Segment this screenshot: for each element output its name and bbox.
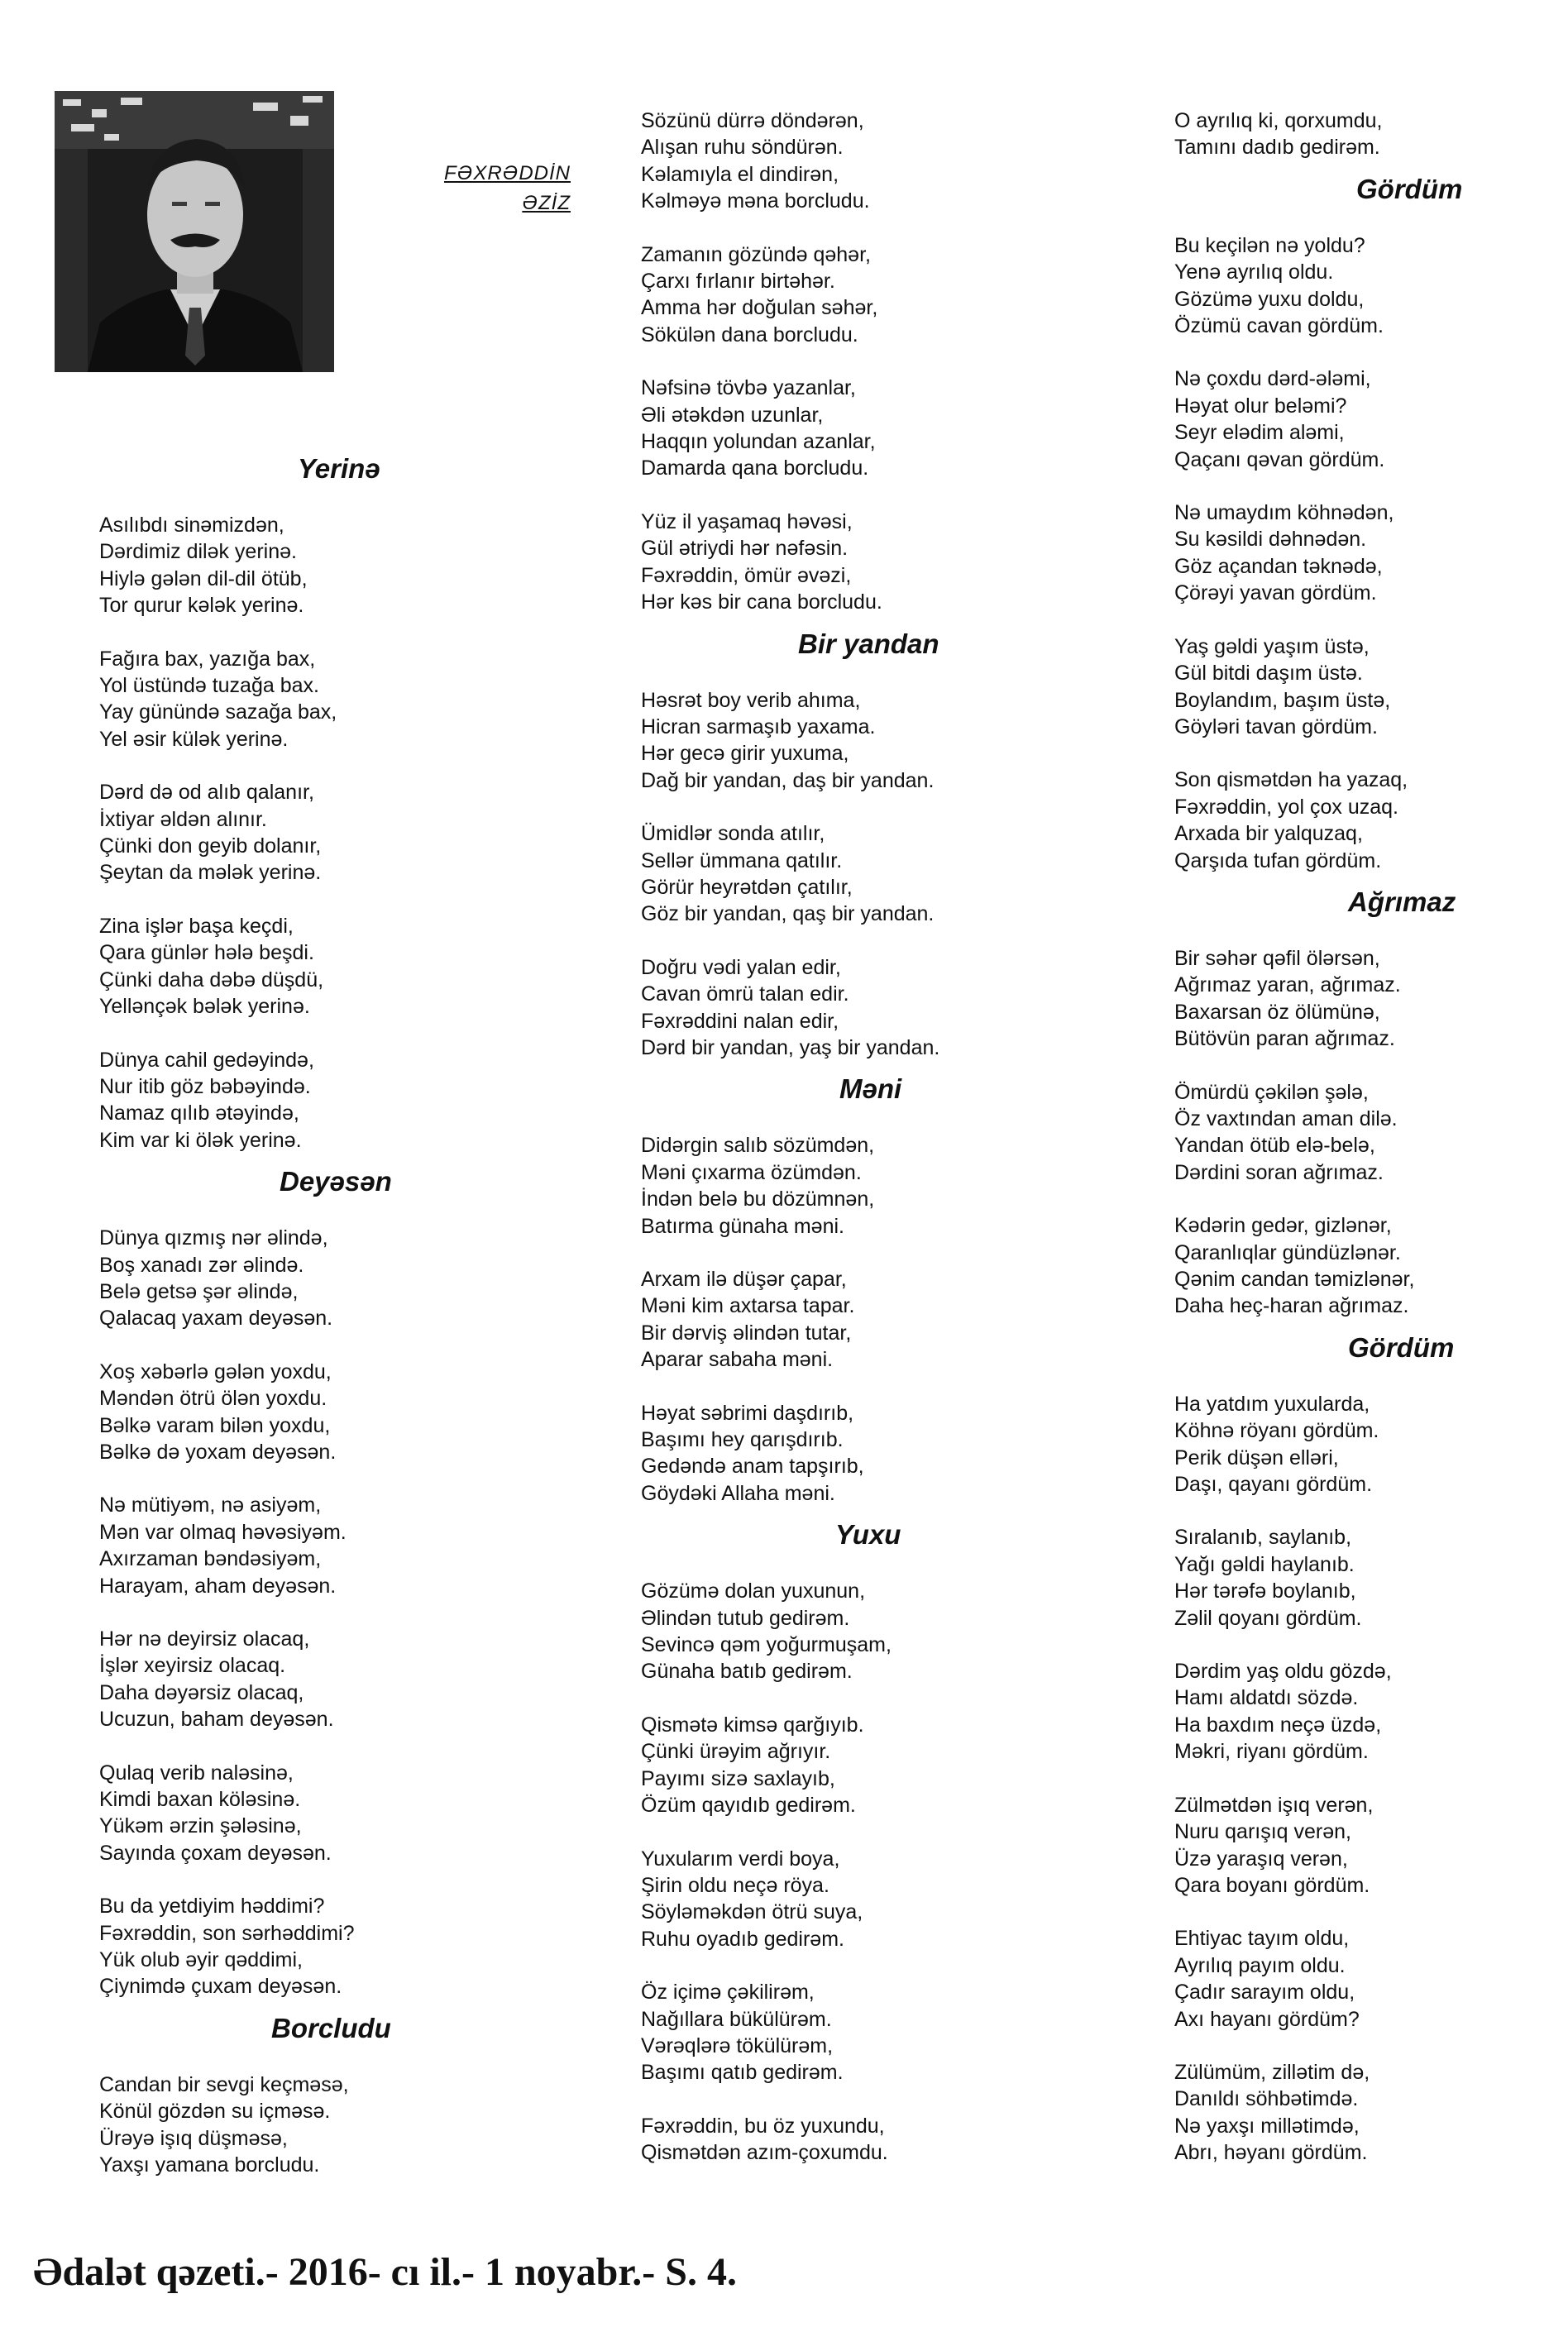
poem-line: Sıralanıb, saylanıb, [1174, 1526, 1352, 1550]
poem-line: Dərd bir yandan, yaş bir yandan. [641, 1035, 940, 1059]
poem-line: Göz açandan təknədə, [1174, 554, 1383, 578]
poem-line: Vərəqlərə tökülürəm, [641, 2033, 834, 2057]
poem-line: Gözümə dolan yuxunun, [641, 1579, 866, 1603]
poem-line: Qismətə kimsə qarğıyıb. [641, 1713, 864, 1737]
poem-line: Yük olub əyir qəddimi, [99, 1948, 303, 1972]
author-name [405, 159, 571, 218]
poem-line: Bir dərviş əlindən tutar, [641, 1321, 852, 1345]
poem-line: Xoş xəbərlə gələn yoxdu, [99, 1360, 332, 1383]
stanza [99, 1359, 579, 1466]
stanza [1174, 366, 1568, 473]
poem-line: Çadır sarayım oldu, [1174, 1981, 1355, 2005]
poem-line: Hər nə deyirsiz olacaq, [99, 1627, 310, 1651]
poem-line: Sevincə qəm yoğurmuşam, [641, 1633, 892, 1657]
poem-line: Yuxularım verdi boya, [641, 1847, 840, 1871]
author-photo [55, 91, 334, 372]
poem-line: Kəlamıyla el dindirən, [641, 162, 839, 186]
poem-line: Qismətdən azım-çoxumdu. [641, 2141, 888, 2165]
poem-line: Gül bitdi daşım üstə. [1174, 662, 1363, 686]
stanza [641, 1132, 1121, 1240]
poem-line: Hiylə gələn dil-dil ötüb, [99, 566, 308, 590]
poem-line: Doğru vədi yalan edir, [641, 955, 841, 979]
poem-title: Ağrımaz [1348, 886, 1456, 917]
poem-title: Bir yandan [798, 628, 939, 659]
stanza [641, 1712, 1121, 1819]
poem-title: Gördüm [1356, 173, 1463, 204]
stanza [99, 1893, 579, 2000]
poem-line: Yol üstündə tuzağa bax. [99, 674, 319, 698]
stanza [1174, 767, 1568, 874]
poem-line: Tamını dadıb gedirəm. [1174, 136, 1380, 160]
poem-line: Mən var olmaq həvəsiyəm. [99, 1520, 347, 1544]
poem-line: Hamı aldatdı sözdə. [1174, 1686, 1359, 1710]
poem-line: Boş xanadı zər əlində. [99, 1253, 304, 1277]
poem-line: Nuru qarışıq verən, [1174, 1820, 1351, 1844]
author-last-name: ƏZİZ [522, 192, 571, 214]
poem-line: Məndən ötrü ölən yoxdu. [99, 1387, 327, 1411]
poem-line: Nə çoxdu dərd-ələmi, [1174, 367, 1371, 391]
poem-line: Asılıbdı sinəmizdən, [99, 514, 284, 537]
poem-line: Həyat olur beləmi? [1174, 394, 1347, 418]
stanza [1174, 1079, 1568, 1187]
stanza [641, 1266, 1121, 1374]
poem-line: Şirin oldu neçə röya. [641, 1873, 829, 1897]
poem-line: Belə getsə şər əlində, [99, 1279, 299, 1303]
poem-line: Məni kim axtarsa tapar. [641, 1294, 855, 1318]
stanza [99, 1760, 579, 1867]
poem-line: Zülmətdən işıq verən, [1174, 1793, 1374, 1817]
stanza [641, 1979, 1121, 2086]
poem-line: Başımı qatıb gedirəm. [641, 2061, 844, 2085]
stanza [1174, 1792, 1568, 1900]
poem-line: Ümidlər sonda atılır, [641, 822, 825, 846]
poem-line: Harayam, aham deyəsən. [99, 1574, 337, 1598]
poem-title: Borcludu [271, 2012, 391, 2043]
poem-line: Özüm qayıdıb gedirəm. [641, 1794, 856, 1818]
poem-line: Öz içimə çəkilirəm, [641, 1981, 815, 2005]
poem-title: Gördüm [1348, 1331, 1455, 1363]
poem-title: Deyəsən [280, 1166, 392, 1197]
poem-line: Qarşıda tufan gördüm. [1174, 848, 1382, 872]
poem-line: Batırma günaha məni. [641, 1214, 844, 1238]
stanza [1174, 1524, 1568, 1632]
poem-line: Özümü cavan gördüm. [1174, 314, 1384, 338]
poem-line: Axırzaman bəndəsiyəm, [99, 1547, 322, 1571]
poem-line: Sayında çoxam deyəsən. [99, 1841, 332, 1865]
stanza [99, 779, 579, 886]
poem-line: Ağrımaz yaran, ağrımaz. [1174, 973, 1401, 997]
poem-line: Bir səhər qəfil ölərsən, [1174, 946, 1380, 970]
poem-line: Göydəki Allaha məni. [641, 1481, 835, 1505]
poem-line: İxtiyar əldən alınır. [99, 807, 267, 831]
stanza [641, 1578, 1121, 1685]
poem-line: Dünya cahil gedəyində, [99, 1048, 314, 1072]
poem-line: Danıldı söhbətimdə. [1174, 2087, 1359, 2111]
poem-line: Hər gecə girir yuxuma, [641, 742, 849, 766]
poem-line: Didərgin salıb sözümdən, [641, 1134, 875, 1158]
stanza [99, 1492, 579, 1599]
poem-line: Nəfsinə tövbə yazanlar, [641, 376, 856, 400]
poem-line: Dərdini soran ağrımaz. [1174, 1160, 1384, 1184]
stanza [1174, 1925, 1568, 2033]
poem-line: Zamanın gözündə qəhər, [641, 242, 871, 266]
poem-line: Fəxrəddin, ömür əvəzi, [641, 563, 852, 587]
poem-title: Yerinə [298, 453, 380, 484]
poem-line: Nə umaydım köhnədən, [1174, 501, 1394, 525]
poem-line: Namaz qılıb ətəyində, [99, 1101, 299, 1125]
poem-line: İndən belə bu dözümnən, [641, 1188, 875, 1211]
poem-line: Öz vaxtından aman dilə. [1174, 1106, 1398, 1130]
poem-line: Dərd də od alıb qalanır, [99, 781, 314, 805]
column-2 [641, 108, 1121, 2193]
poem-line: O ayrılıq ki, qorxumdu, [1174, 109, 1383, 132]
poem-line: Kim var ki ölək yerinə. [99, 1128, 302, 1152]
poem-line: Yandan ötüb elə-belə, [1174, 1134, 1375, 1158]
stanza [1174, 499, 1568, 607]
stanza [641, 2113, 1121, 2167]
poem-line: Damarda qana borcludu. [641, 456, 869, 480]
poem-line: Perik düşən elləri, [1174, 1446, 1339, 1469]
poem-line: Bütövün paran ağrımaz. [1174, 1027, 1395, 1051]
poem-line: Yel əsir külək yerinə. [99, 727, 289, 751]
stanza [99, 1225, 579, 1332]
poem-line: Göyləri tavan gördüm. [1174, 714, 1378, 738]
poem-line: Son qismətdən ha yazaq, [1174, 768, 1408, 792]
poem-line: Yellənçək bələk yerinə. [99, 995, 310, 1019]
poem-line: Bu keçilən nə yoldu? [1174, 233, 1365, 257]
stanza [1174, 108, 1568, 161]
stanza [641, 1400, 1121, 1508]
poem-line: Fəxrəddin, bu öz yuxundu, [641, 2114, 885, 2138]
poem-line: Çörəyi yavan gördüm. [1174, 581, 1377, 605]
poem-line: Abrı, həyanı gördüm. [1174, 2141, 1368, 2165]
stanza [1174, 1658, 1568, 1766]
poem-line: Kimdi baxan köləsinə. [99, 1788, 301, 1812]
stanza [1174, 1212, 1568, 1320]
poem-line: Axı hayanı gördüm? [1174, 2007, 1360, 2031]
poem-line: Kəlməyə məna borcludu. [641, 189, 870, 213]
stanza [99, 1626, 579, 1733]
poem-line: Ürəyə işıq düşməsə, [99, 2126, 288, 2150]
stanza [1174, 1391, 1568, 1498]
poem-line: Yay günündə sazağa bax, [99, 700, 337, 724]
poem-line: Nağıllara bükülürəm. [641, 2007, 832, 2031]
poem-line: Zəlil qoyanı gördüm. [1174, 1606, 1362, 1630]
poem-line: Çünki daha dəbə düşdü, [99, 968, 324, 992]
poem-line: Zina işlər başa keçdi, [99, 914, 294, 938]
stanza [99, 913, 579, 1020]
poem-line: Hər kəs bir cana borcludu. [641, 590, 882, 614]
poem-line: Bəlkə varam bilən yoxdu, [99, 1413, 331, 1437]
author-first-name: FƏXRƏDDİN [444, 162, 571, 184]
poem-line: Tor qurur kələk yerinə. [99, 594, 304, 618]
poem-line: Alışan ruhu söndürən. [641, 136, 844, 160]
poem-title: Məni [839, 1073, 902, 1105]
poem-line: Çiynimdə çuxam deyəsən. [99, 1975, 342, 1999]
stanza [99, 512, 579, 619]
poem-line: Çünki don geyib dolanır, [99, 834, 322, 858]
poem-line: Payımı sizə saxlayıb, [641, 1766, 835, 1790]
poem-line: Hər tərəfə boylanıb, [1174, 1579, 1356, 1603]
poem-title: Yuxu [835, 1519, 901, 1551]
poem-line: Haqqın yolundan azanlar, [641, 430, 876, 454]
poem-line: Bu da yetdiyim həddimi? [99, 1895, 325, 1919]
poem-line: Arxada bir yalquzaq, [1174, 822, 1363, 846]
poem-line: Görür heyrətdən çatılır, [641, 875, 853, 899]
stanza [641, 820, 1121, 928]
poem-line: Qənim candan təmizlənər, [1174, 1268, 1415, 1291]
poem-line: Fəxrəddin, son sərhəddimi? [99, 1921, 355, 1945]
poem-line: Fəxrəddini nalan edir, [641, 1009, 839, 1033]
poem-line: Qara günlər hələ beşdi. [99, 941, 314, 965]
poem-line: Su kəsildi dəhnədən. [1174, 528, 1367, 552]
poem-line: Söyləməkdən ötrü suya, [641, 1900, 863, 1924]
poem-line: Üzə yaraşıq verən, [1174, 1847, 1348, 1871]
poem-line: Daha heç-haran ağrımaz. [1174, 1294, 1409, 1318]
poem-line: Qalacaq yaxam deyəsən. [99, 1307, 333, 1331]
poem-line: Ruhu oyadıb gedirəm. [641, 1927, 844, 1951]
poem-line: Nə yaxşı millətimdə, [1174, 2114, 1360, 2138]
stanza [641, 687, 1121, 795]
poem-line: Aparar sabaha məni. [641, 1348, 834, 1372]
poem-line: Məni çıxarma özümdən. [641, 1160, 862, 1184]
poem-line: Seyr elədim aləmi, [1174, 421, 1345, 445]
poem-line: Ömürdü çəkilən şələ, [1174, 1080, 1369, 1104]
stanza [1174, 945, 1568, 1053]
poem-line: Ha yatdım yuxularda, [1174, 1392, 1370, 1416]
poem-line: Qaranlıqlar gündüzlənər. [1174, 1240, 1401, 1264]
poem-line: Əli ətəkdən uzunlar, [641, 403, 824, 427]
stanza [641, 108, 1121, 215]
poem-line: Çarxı fırlanır birtəhər. [641, 270, 835, 294]
poem-line: Ucuzun, baham deyəsən. [99, 1708, 334, 1732]
poem-line: Sellər ümmana qatılır. [641, 848, 843, 872]
poem-line: Yaş gəldi yaşım üstə, [1174, 634, 1370, 658]
poem-line: Məkri, riyanı gördüm. [1174, 1740, 1369, 1764]
poem-line: Nə mütiyəm, nə asiyəm, [99, 1493, 322, 1517]
poem-line: Dünya qızmış nər əlində, [99, 1226, 328, 1250]
poem-line: Başımı hey qarışdırıb. [641, 1428, 844, 1452]
poem-line: Ehtiyac tayım oldu, [1174, 1927, 1350, 1951]
poem-line: İşlər xeyirsiz olacaq. [99, 1654, 286, 1678]
poem-line: Göz bir yandan, qaş bir yandan. [641, 902, 935, 926]
poem-line: Yüz il yaşamaq həvəsi, [641, 509, 853, 533]
stanza [641, 241, 1121, 349]
poem-line: Həyat səbrimi daşdırıb, [641, 1401, 854, 1425]
poem-line: Arxam ilə düşər çapar, [641, 1268, 847, 1291]
poem-line: Həsrət boy verib ahıma, [641, 688, 861, 712]
poem-line: Daşı, qayanı gördüm. [1174, 1473, 1373, 1497]
poem-line: Yenə ayrılıq oldu. [1174, 260, 1334, 284]
poem-line: Fəxrəddin, yol çox uzaq. [1174, 795, 1398, 819]
poem-line: Boylandım, başım üstə, [1174, 688, 1391, 712]
poem-line: Ayrılıq payım oldu. [1174, 1953, 1346, 1977]
stanza [641, 375, 1121, 482]
stanza [1174, 633, 1568, 741]
poem-line: Hicran sarmaşıb yaxama. [641, 714, 876, 738]
poem-line: Çünki ürəyim ağrıyır. [641, 1740, 831, 1764]
stanza [99, 2072, 579, 2179]
poem-line: Yağı gəldi haylanıb. [1174, 1552, 1355, 1576]
poem-line: Gül ətriydi hər nəfəsin. [641, 537, 849, 561]
column-3 [1174, 108, 1568, 2193]
column-1 [99, 451, 579, 2205]
poem-line: Yaxşı yamana borcludu. [99, 2153, 320, 2177]
poem-line: Qaçanı qəvan gördüm. [1174, 447, 1385, 471]
stanza [641, 954, 1121, 1062]
poem-line: Qara boyanı gördüm. [1174, 1873, 1370, 1897]
poem-line: Kədərin gedər, gizlənər, [1174, 1214, 1392, 1238]
poem-line: Sökülən dana borcludu. [641, 323, 858, 346]
poem-line: Daha dəyərsiz olacaq, [99, 1680, 304, 1704]
poem-line: Köhnə röyanı gördüm. [1174, 1419, 1379, 1443]
poem-line: Gedəndə anam tapşırıb, [641, 1455, 864, 1479]
stanza [641, 1846, 1121, 1953]
poem-line: Qulaq verib naləsinə, [99, 1761, 294, 1785]
poem-line: Dərdimiz dilək yerinə. [99, 540, 297, 564]
stanza [641, 509, 1121, 616]
stanza [1174, 232, 1568, 340]
poem-line: Dərdim yaş oldu gözdə, [1174, 1660, 1392, 1684]
poem-line: Əlindən tutub gedirəm. [641, 1606, 850, 1630]
poem-line: Cavan ömrü talan edir. [641, 982, 849, 1006]
poem-line: Ha baxdım neçə üzdə, [1174, 1713, 1382, 1737]
source-citation: Ədalət qəzeti.- 2016- cı il.- 1 noyabr.- S. 4. [33, 2250, 737, 2294]
poem-line: Yükəm ərzin şələsinə, [99, 1814, 302, 1838]
poem-line: Candan bir sevgi keçməsə, [99, 2072, 349, 2096]
stanza [99, 1047, 579, 1154]
stanza [99, 646, 579, 753]
poem-line: Dağ bir yandan, daş bir yandan. [641, 768, 935, 792]
poem-line: Bəlkə də yoxam deyəsən. [99, 1440, 337, 1464]
poem-line: Baxarsan öz ölümünə, [1174, 1000, 1380, 1024]
poem-line: Sözünü dürrə döndərən, [641, 109, 864, 132]
poem-line: Günaha batıb gedirəm. [641, 1660, 853, 1684]
poem-line: Zülümüm, zillətim də, [1174, 2060, 1370, 2084]
poem-line: Şeytan da mələk yerinə. [99, 861, 322, 885]
stanza [1174, 2059, 1568, 2167]
poem-line: Amma hər doğulan səhər, [641, 296, 878, 320]
poem-line: Könül gözdən su içməsə. [99, 2100, 331, 2124]
poem-line: Nur itib göz bəbəyində. [99, 1074, 311, 1098]
poem-line: Gözümə yuxu doldu, [1174, 287, 1365, 311]
poem-line: Fağıra bax, yazığa bax, [99, 647, 316, 671]
